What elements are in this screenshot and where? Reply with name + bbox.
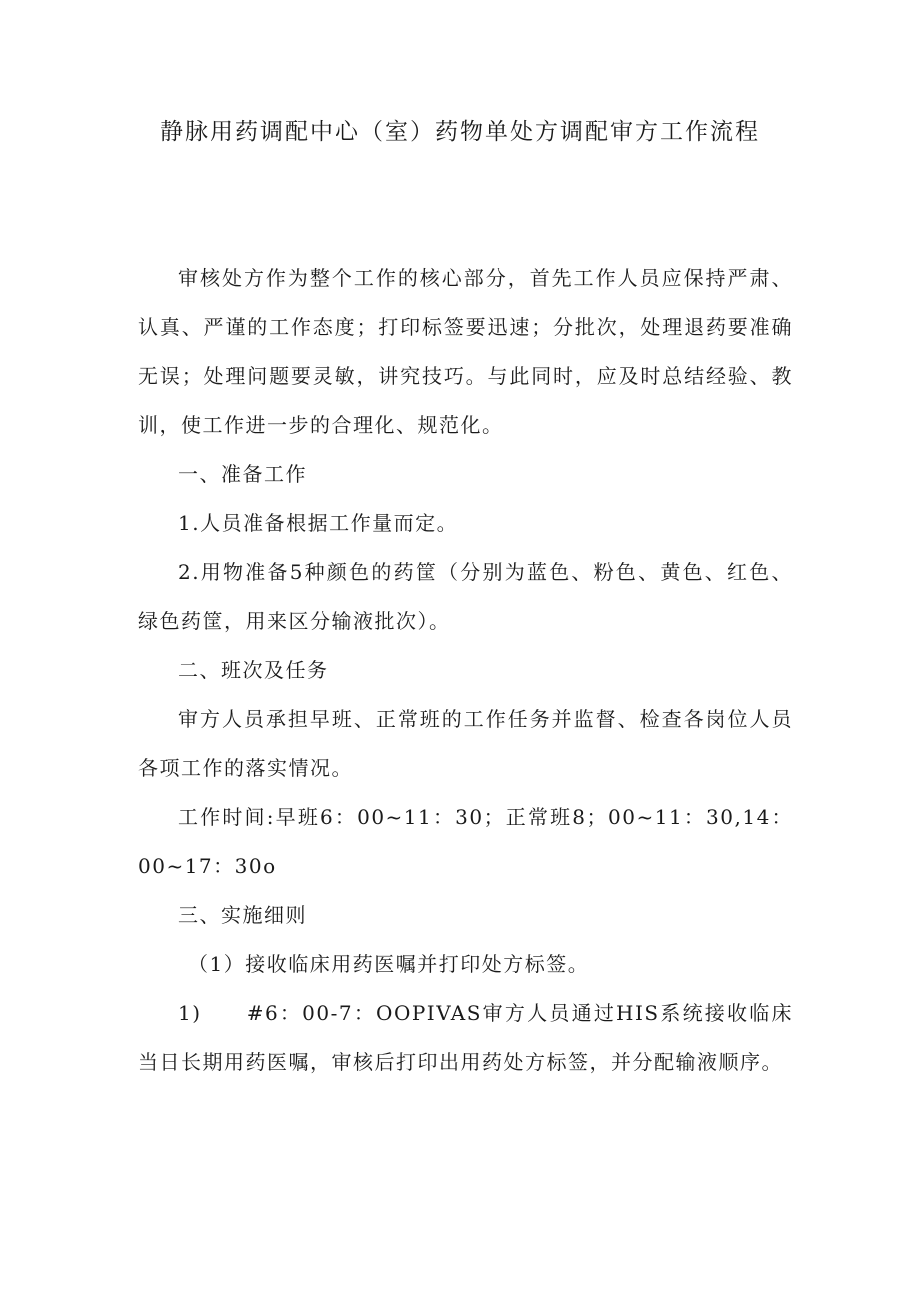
document-title: 静脉用药调配中心（室）药物单处方调配审方工作流程: [160, 119, 760, 145]
section-heading-shifts: 二、班次及任务: [178, 658, 329, 682]
shifts-duty-paragraph: 审方人员承担早班、正常班的工作任务并监督、检查各岗位人员各项工作的落实情况。: [138, 707, 793, 780]
section-heading-preparation: 一、准备工作: [178, 462, 307, 486]
preparation-item-staff: 1.人员准备根据工作量而定。: [178, 511, 459, 535]
preparation-item-supplies: 2.用物准备5种颜色的药筐（分别为蓝色、粉色、黄色、红色、绿色药筐，用来区分输液批次）。: [138, 560, 793, 633]
intro-paragraph: 审核处方作为整个工作的核心部分，首先工作人员应保持严肃、认真、严谨的工作态度；打印标签要迅速；分批次，处理退药要准确无误；处理问题要灵敏，讲究技巧。与此同时，应及时总结经验、教训，使工作进一步的合理化、规范化。: [138, 266, 793, 437]
shifts-hours-paragraph: 工作时间:早班6：00~11：30；正常班8；00~11：30,14：00~17：30o: [138, 805, 793, 878]
document-body: [138, 254, 793, 1087]
implementation-subheading: （1）接收临床用药医嘱并打印处方标签。: [188, 952, 590, 976]
implementation-step-1: 1) #6：00-7：OOPIVAS审方人员通过HIS系统接收临床当日长期用药医嘱，审核后打印出用药处方标签，并分配输液顺序。: [138, 1001, 793, 1074]
section-heading-implementation: 三、实施细则: [178, 903, 307, 927]
